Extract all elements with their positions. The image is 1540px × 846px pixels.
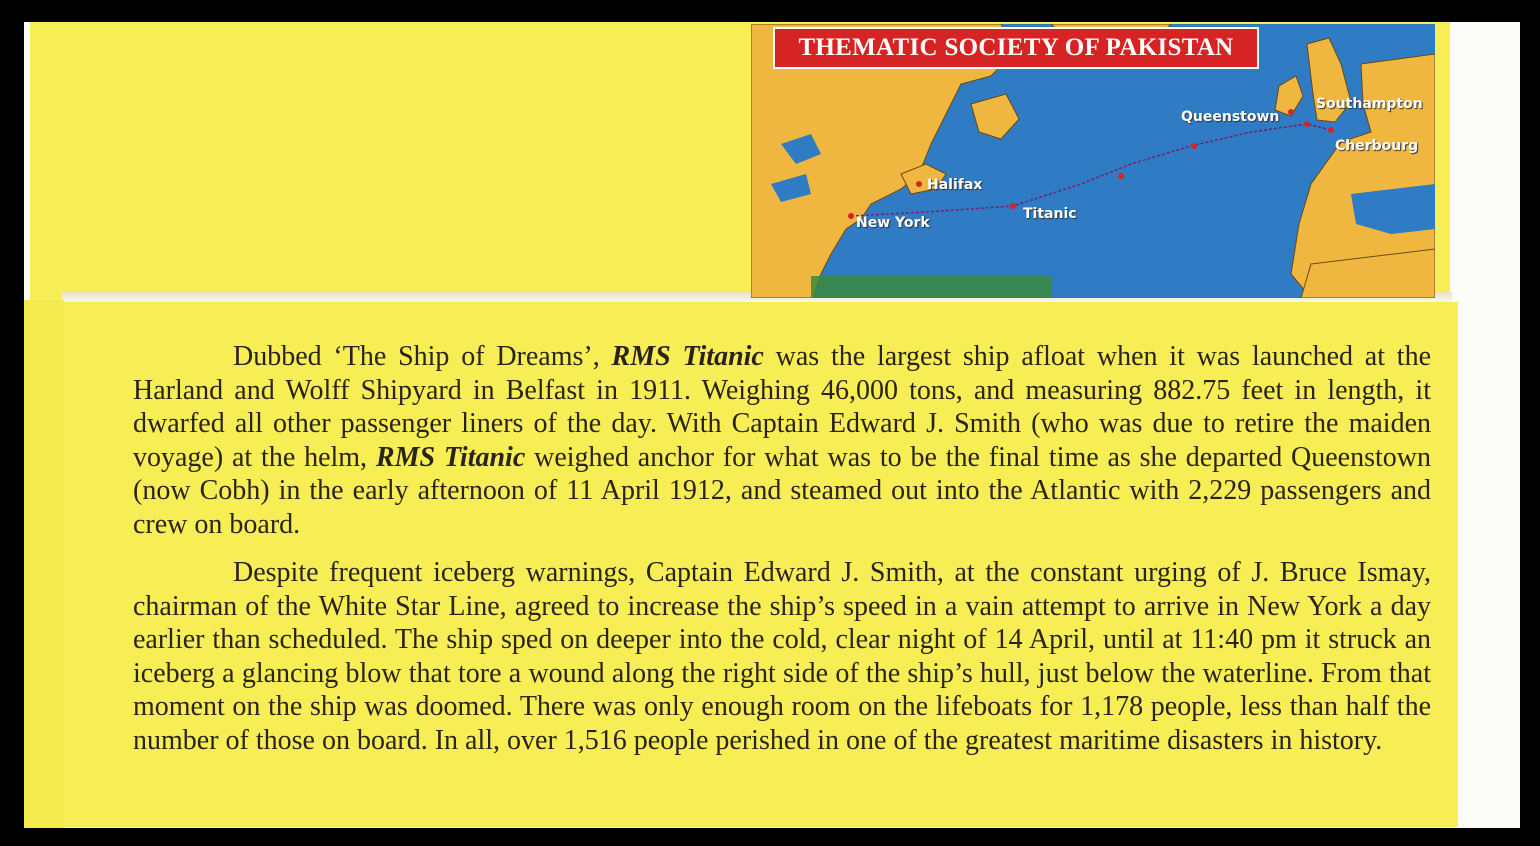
map-label-halifax: Halifax bbox=[927, 177, 983, 193]
map-label-queenstown: Queenstown bbox=[1181, 109, 1280, 125]
left-edge-stripe bbox=[24, 300, 64, 828]
p1-text-e: weighed anchor for what was to be the final time as she departed Queenstown (now Cobh) in the early afternoon of 11 April 1912, and steamed out into the Atlantic with 2,229 passengers and crew on board. bbox=[133, 441, 1431, 540]
paragraph-1 bbox=[133, 340, 1431, 541]
paragraph-2: Despite frequent iceberg warnings, Captain Edward J. Smith, at the constant urging of J. Bruce Ismay, chairman of the White Star Line, agreed to increase the ship’s speed in a vain attempt to arrive in New York a day earlier than scheduled. The ship sped on deeper into the cold, clear night of 14 April, until at 11:40 pm it struck an iceberg a glancing blow that tore a wound along the right side of the ship’s hull, just below the waterline. From that moment on the ship was doomed. There was only enough room on the lifeboats for 1,178 people, less than half the number of those on board. In all, over 1,516 people perished in one of the greatest maritime disasters in history. bbox=[133, 557, 1431, 756]
map-label-titanic: Titanic bbox=[1023, 206, 1077, 222]
p1-text-a: Dubbed ‘The Ship of Dreams’, bbox=[233, 341, 612, 372]
map-label-southampton: Southampton bbox=[1316, 96, 1423, 112]
p1-text-c: was the largest ship afloat when it was launched at the Harland and Wolff Shipyard in Belfast in 1911. Weighing 46,000 tons, and measuring 882.75 feet in length, it dwarfed all other passenger liners of the day. With Captain Edward J. Smith (who was due to retire the maiden voyage) at the helm, bbox=[133, 341, 1432, 473]
map-label-new-york: New York bbox=[856, 215, 930, 231]
ship-name-2: RMS Titanic bbox=[375, 441, 526, 473]
historical-text bbox=[133, 340, 1431, 772]
society-banner: THEMATIC SOCIETY OF PAKISTAN bbox=[773, 27, 1259, 69]
ship-name-1: RMS Titanic bbox=[611, 341, 764, 372]
map-label-cherbourg: Cherbourg bbox=[1335, 138, 1419, 154]
